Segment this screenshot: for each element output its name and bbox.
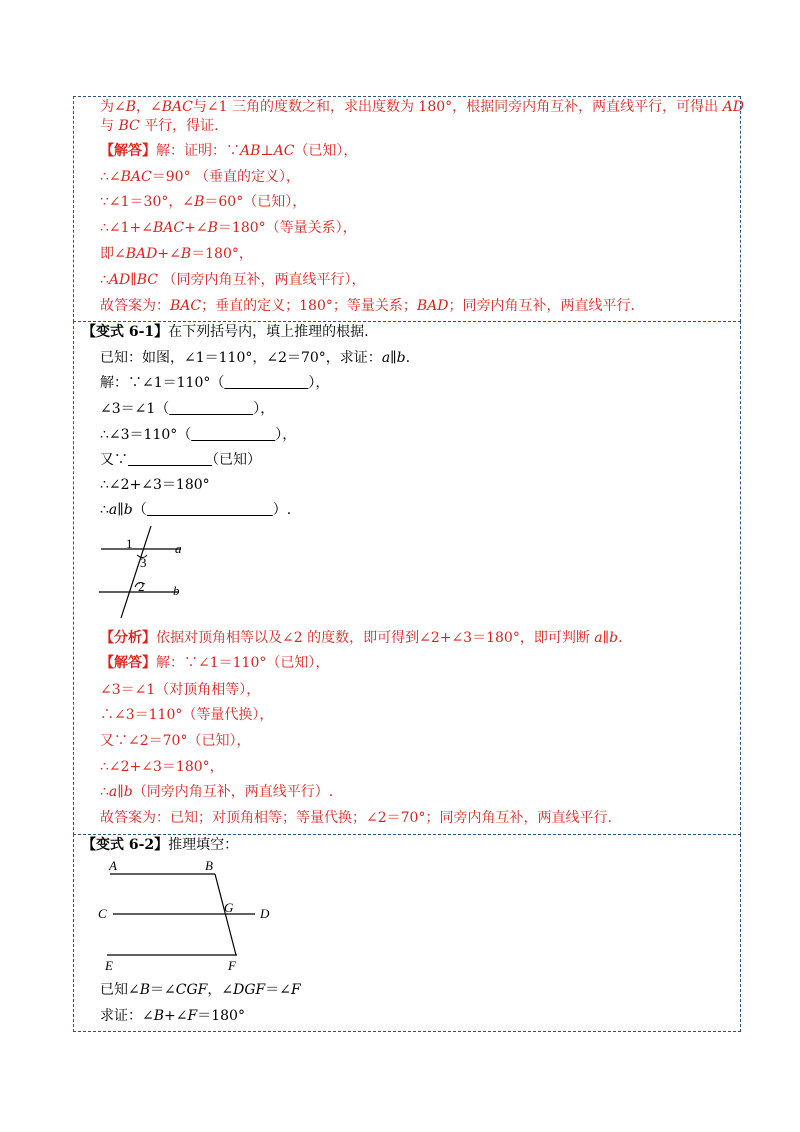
text-line: 与 BC 平行，得证. bbox=[100, 118, 219, 134]
math-variable: B bbox=[180, 246, 192, 262]
analysis-line: 【分析】依据对顶角相等以及∠2 的度数，即可得到∠2+∠3＝180°，即可判断 a∥b. bbox=[100, 630, 623, 646]
step-line: ∴∠3＝110°（ ）， bbox=[100, 427, 297, 443]
math-variable: F bbox=[187, 1008, 198, 1024]
answer-blank bbox=[169, 401, 253, 417]
math-variable: B bbox=[125, 99, 137, 115]
solution-line: ∠3＝∠1（对顶角相等）， bbox=[100, 682, 261, 698]
heading-label: 【变式 6-2】 bbox=[82, 837, 169, 853]
point-g-label: G bbox=[224, 900, 234, 915]
math-variable: a bbox=[381, 350, 391, 366]
text-line: 为∠B，∠BAC与∠1 三角的度数之和，求出度数为 180°，根据同旁内角互补，两直线平行，可得出 AD bbox=[100, 99, 744, 115]
math-variable: AB bbox=[240, 143, 261, 159]
point-c-label: C bbox=[98, 906, 107, 921]
parallel-lines-figure bbox=[93, 522, 203, 622]
section-label: 【解答】 bbox=[100, 655, 156, 671]
step-line: ∠3＝∠1（ ）， bbox=[100, 401, 275, 417]
math-variable: b bbox=[396, 350, 406, 366]
step-line: ∴a∥b（ ）. bbox=[100, 502, 292, 518]
math-variable: BC bbox=[136, 272, 158, 288]
math-variable: BAC bbox=[170, 298, 202, 314]
text-line: ∵∠1＝30°，∠B＝60°（已知）， bbox=[100, 194, 307, 210]
answer-blank bbox=[224, 375, 308, 391]
text-line: ∴AD∥BC （同旁内角互补，两直线平行）， bbox=[100, 272, 366, 288]
math-variable: BAC bbox=[161, 99, 193, 115]
math-variable: BC bbox=[118, 118, 140, 134]
heading-text: 推理填空： bbox=[168, 837, 239, 853]
exercise-heading bbox=[82, 836, 238, 854]
text-line: ∴∠BAC＝90° （垂直的定义）， bbox=[100, 169, 301, 185]
exercise-heading bbox=[82, 323, 369, 341]
given-line: 已知：如图，∠1＝110°，∠2＝70°，求证：a∥b. bbox=[100, 350, 411, 366]
math-variable: b bbox=[123, 784, 133, 800]
math-variable: BAC bbox=[153, 220, 185, 236]
angle-3-label: 3 bbox=[140, 555, 147, 570]
step-line: 解：∵∠1＝110°（ ）， bbox=[100, 375, 330, 391]
math-variable: AC bbox=[273, 143, 295, 159]
math-variable: AD bbox=[722, 99, 744, 115]
answer-blank bbox=[147, 502, 273, 518]
math-variable: B bbox=[139, 982, 151, 998]
answer-blank bbox=[128, 452, 212, 468]
text-line: 【解答】解：证明：∵AB⊥AC（已知）， bbox=[100, 143, 358, 159]
line-b-label: b bbox=[173, 583, 180, 598]
text-line: 即∠BAD+∠B＝180°， bbox=[100, 246, 253, 262]
step-line: 又∵ （已知） bbox=[100, 452, 261, 468]
text-line: ∴∠1+∠BAC+∠B＝180°（等量关系）， bbox=[100, 220, 357, 236]
section-label: 【分析】 bbox=[100, 630, 156, 646]
math-variable: a bbox=[108, 502, 118, 518]
math-variable: BAC bbox=[120, 169, 152, 185]
solution-line: 又∵∠2＝70°（已知）， bbox=[100, 733, 251, 749]
math-variable: BAD bbox=[416, 298, 449, 314]
prove-line: 求证：∠B+∠F＝180° bbox=[100, 1008, 245, 1024]
math-variable: b bbox=[609, 630, 619, 646]
math-variable: B bbox=[153, 1008, 165, 1024]
math-variable: BAD bbox=[125, 246, 158, 262]
text-line: 故答案为：BAC；垂直的定义；180°；等量关系；BAD；同旁内角互补，两直线平行. bbox=[100, 298, 635, 314]
point-a-label: A bbox=[109, 858, 117, 873]
math-variable: F bbox=[290, 982, 301, 998]
math-variable: CGF bbox=[175, 982, 208, 998]
angle-1-label: 1 bbox=[126, 536, 133, 551]
geometry-figure-abcdef bbox=[95, 858, 285, 976]
math-variable: B bbox=[194, 194, 205, 210]
point-d-label: D bbox=[260, 906, 270, 921]
math-variable: b bbox=[123, 502, 133, 518]
solution-line: 【解答】解：∵∠1＝110°（已知）， bbox=[100, 655, 330, 671]
angle-2-label: 2 bbox=[138, 579, 145, 594]
point-b-label: B bbox=[205, 858, 213, 873]
math-variable: DGF bbox=[233, 982, 266, 998]
solution-line: 故答案为：已知；对顶角相等；等量代换；∠2＝70°；同旁内角互补，两直线平行. bbox=[100, 810, 612, 826]
heading-text: 在下列括号内，填上推理的根据. bbox=[168, 324, 369, 340]
line-a-label: a bbox=[175, 541, 182, 556]
math-variable: a bbox=[108, 784, 118, 800]
math-variable: a bbox=[594, 630, 603, 646]
point-e-label: E bbox=[105, 958, 113, 973]
math-variable: B bbox=[207, 220, 218, 236]
solution-line: ∴a∥b（同旁内角互补，两直线平行）. bbox=[100, 784, 334, 800]
solution-line: ∴∠3＝110°（等量代换）， bbox=[100, 707, 274, 723]
given-line: 已知∠B＝∠CGF，∠DGF＝∠F bbox=[100, 982, 301, 998]
heading-label: 【变式 6-1】 bbox=[82, 324, 169, 340]
section-label: 【解答】 bbox=[100, 143, 156, 159]
math-variable: AD bbox=[108, 272, 131, 288]
solution-line: ∴∠2+∠3＝180°， bbox=[100, 759, 224, 775]
point-f-label: F bbox=[228, 958, 236, 973]
answer-blank bbox=[191, 427, 275, 443]
step-line: ∴∠2+∠3＝180° bbox=[100, 477, 210, 493]
